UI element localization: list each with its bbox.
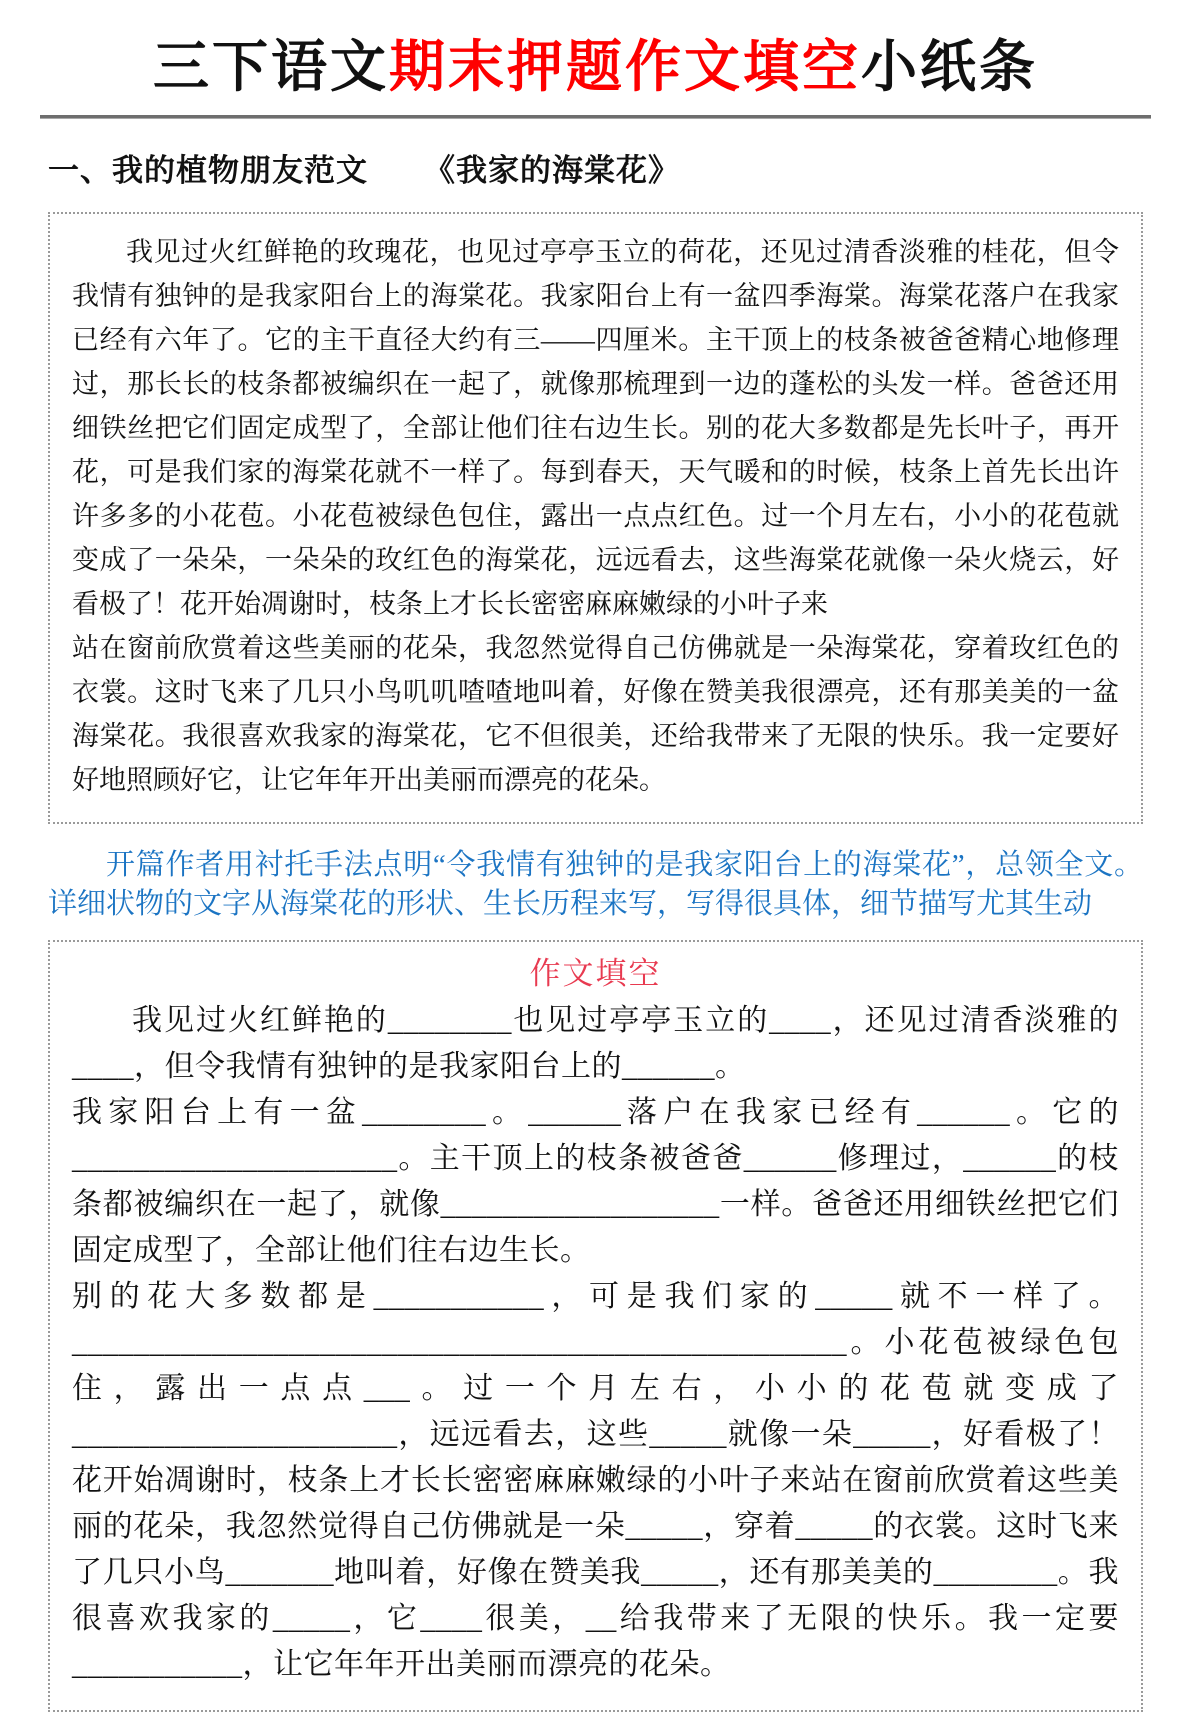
- model-essay-box: [48, 212, 1143, 824]
- page-title: [48, 32, 1143, 105]
- fill-paragraph-2: 我家阳台上有一盆________。______落户在我家已经有______。它的_____________________。主干顶上的枝条被爸爸______修理过，______的枝条都被编织在一起了，就像__________________一样。爸爸还用细铁丝把它们固定成型了，全部让他们往右边生长。: [72, 1095, 1119, 1267]
- fill-in-exercise-box: [48, 940, 1143, 1712]
- page-title-right: 小纸条: [861, 37, 1038, 99]
- section-label: 一、我的植物朋友范文: [48, 152, 368, 188]
- fill-in-title: 作文填空: [529, 955, 662, 991]
- essay-paragraph-1: 我见过火红鲜艳的玫瑰花，也见过亭亭玉立的荷花，还见过清香淡雅的桂花，但令我情有独钟的是我家阳台上的海棠花。我家阳台上有一盆四季海棠。海棠花落户在我家已经有六年了。它的主干直径大约有三——四厘米。主干顶上的枝条被爸爸精心地修理过，那长长的枝条都被编织在一起了，就像那梳理到一边的蓬松的头发一样。爸爸还用细铁丝把它们固定成型了，全部让他们往右边生长。别的花大多数都是先长叶子，再开花，可是我们家的海棠花就不一样了。每到春天，天气暖和的时候，枝条上首先长出许许多多的小花苞。小花苞被绿色包住，露出一点点红色。过一个月左右，小小的花苞就变成了一朵朵，一朵朵的玫红色的海棠花，远远看去，这些海棠花就像一朵火烧云，好看极了！花开始凋谢时，枝条上才长长密密麻麻嫩绿的小叶子来: [72, 236, 1119, 619]
- section-essay-title: 《我家的海棠花》: [424, 152, 680, 188]
- essay-paragraph-2: 站在窗前欣赏着这些美丽的花朵，我忽然觉得自己仿佛就是一朵海棠花，穿着玫红色的衣裳。这时飞来了几只小鸟叽叽喳喳地叫着，好像在赞美我很漂亮，还有那美美的一盆海棠花。我很喜欢我家的海棠花，它不但很美，还给我带来了无限的快乐。我一定要好好地照顾好它，让它年年开出美丽而漂亮的花朵。: [72, 632, 1119, 795]
- fill-paragraph-1: 我见过火红鲜艳的________也见过亭亭玉立的____，还见过清香淡雅的____，但令我情有独钟的是我家阳台上的______。: [72, 1003, 1119, 1083]
- section-heading: [48, 145, 1143, 190]
- title-divider-line: [40, 115, 1151, 119]
- page-title-left: 三下语文: [153, 37, 389, 99]
- fill-paragraph-3: 别的花大多数都是___________，可是我们家的_____就不一样了。__________________________________________________。小花苞被绿色包住，露出一点点___。过一个月左右，小小的花苞就变成了_____________________，远远看去，这些_____就像一朵_____，好看极了！花开始凋谢时，枝条上才长长密密麻麻嫩绿的小叶子来站在窗前欣赏着这些美丽的花朵，我忽然觉得自己仿佛就是一朵_____，穿着_____的衣裳。这时飞来了几只小鸟_______地叫着，好像在赞美我_____，还有那美美的________。我很喜欢我家的_____，它____很美，__给我带来了无限的快乐。我一定要___________，让它年年开出美丽而漂亮的花朵。: [72, 1279, 1119, 1681]
- page-title-highlight: 期末押题作文填空: [389, 37, 861, 99]
- commentary-text: 开篇作者用衬托手法点明“令我情有独钟的是我家阳台上的海棠花”，总领全文。详细状物的文字从海棠花的形状、生长历程来写，写得很具体，细节描写尤其生动: [48, 848, 1143, 920]
